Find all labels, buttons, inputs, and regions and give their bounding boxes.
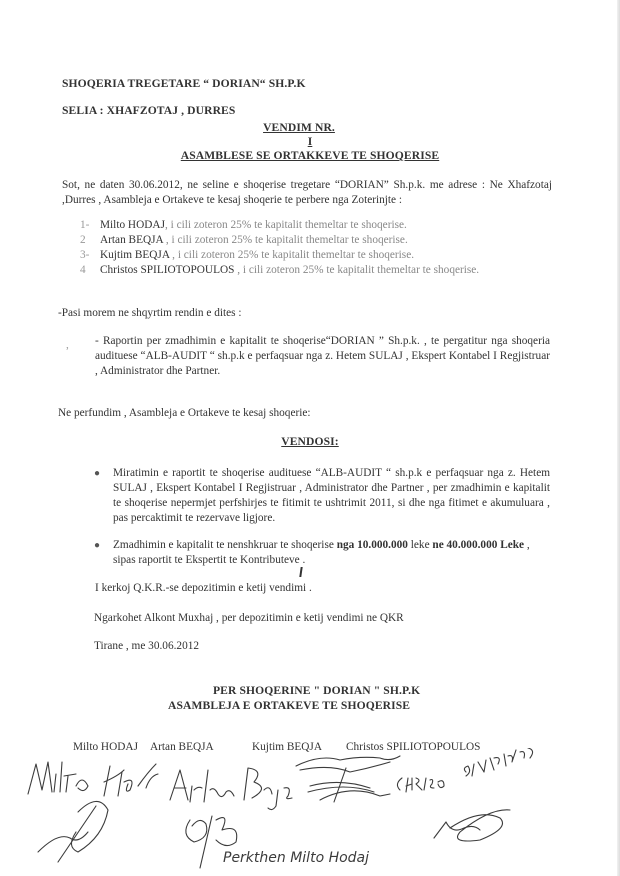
decision-amount-from: nga 10.000.000 bbox=[336, 539, 408, 551]
translator-note: Perkthen Milto Hodaj bbox=[223, 850, 370, 866]
decision-amount-to: ne 40.000.000 Leke bbox=[432, 539, 525, 551]
decision-number bbox=[0, 135, 620, 148]
partner-name: Milto HODAJ bbox=[100, 219, 165, 231]
signatory-name: Kujtim BEQJA bbox=[252, 741, 322, 753]
partner-share: , i cili zoteron 25% te kapitalit themeltar te shoqerise. bbox=[164, 219, 407, 231]
assigned-line: Ngarkohet Alkont Muxhaj , per depozitimin e ketij vendimi ne QKR bbox=[94, 612, 404, 624]
decision-text bbox=[113, 538, 550, 568]
signature-christos-spiliotopoulos bbox=[390, 748, 570, 848]
assembly-title-text: ASAMBLESE SE ORTAKKEVE TE SHOQERISE bbox=[180, 149, 440, 162]
request-line: I kerkoj Q.K.R.-se depozitimin e ketij vendimi . bbox=[95, 582, 312, 594]
decision-number-value: I bbox=[307, 135, 313, 148]
partner-name: Christos SPILIOTOPOULOS bbox=[100, 264, 235, 276]
conclusion-line: Ne perfundim , Asambleja e Ortakeve te kesaj shoqerie: bbox=[58, 407, 311, 419]
agenda-item: - Raportin per zmadhimin e kapitalit te shoqerise“DORIAN ” Sh.p.k. , te pergatitur nga shoqeria audituese “ALB-AUDIT “ sh.p.k e perfaqsuar nga z. Hetem SULAJ , Ekspert Kontabel I Regjistruar , Administrator dhe Partner. bbox=[95, 335, 550, 377]
intro-paragraph: Sot, ne daten 30.06.2012, ne seline e shoqerise tregetare “DORIAN” Sh.p.k. me adrese : Ne Xhafzotaj ,Durres , Asambleja e Ortakeve te kesaj shoqerie te perbere nga Zoterinjte : bbox=[62, 179, 552, 206]
partners-list bbox=[80, 218, 479, 278]
decision-text-part: Zmadhimin e kapitalit te nenshkruar te shoqerise bbox=[113, 539, 337, 551]
decision-text-part: , sipas raportit te Ekspertit te Kontributeve . bbox=[113, 539, 530, 566]
decision-item bbox=[95, 538, 550, 568]
signature-milto-hodaj bbox=[18, 752, 168, 867]
company-name: SHOQERIA TREGETARE “ DORIAN“ SH.P.K bbox=[62, 77, 306, 90]
assembly-title bbox=[0, 149, 620, 162]
partner-name: Artan BEQJA bbox=[100, 234, 164, 246]
decided-heading bbox=[0, 435, 620, 448]
footer-assembly: ASAMBLEJA E ORTAKEVE TE SHOQERISE bbox=[168, 699, 411, 712]
partner-item bbox=[80, 233, 479, 248]
place-date: Tirane , me 30.06.2012 bbox=[94, 640, 200, 652]
scan-mark bbox=[299, 567, 302, 577]
partner-number: 1- bbox=[80, 219, 90, 231]
decision-title bbox=[0, 121, 620, 134]
signatory-name: Milto HODAJ bbox=[73, 741, 138, 753]
partner-number: 2 bbox=[80, 234, 86, 246]
company-seat: SELIA : XHAFZOTAJ , DURRES bbox=[62, 104, 236, 117]
agenda-intro: -Pasi morem ne shqyrtim rendin e dites : bbox=[58, 307, 242, 319]
partner-share: , i cili zoteron 25% te kapitalit themeltar te shoqerise. bbox=[163, 234, 408, 246]
decision-text: Miratimin e raportit te shoqerise audituese “ALB-AUDIT “ sh.p.k e perfaqsuar nga z. Hetem SULAJ , Ekspert Kontabel I Regjistruar , Administrator dhe Partner , per zmadhimin e kapitalit te shoqerise nepermjet perfshirjes te fitimit te ushtrimit 2011, si dhe nga fitimet e akumuluara , pas percaktimit te rezervave ligjore. bbox=[113, 467, 550, 524]
decision-item bbox=[95, 466, 550, 526]
partner-name: Kujtim BEQJA bbox=[100, 249, 170, 261]
signatory-name: Christos SPILIOTOPOULOS bbox=[346, 741, 481, 753]
agenda-bullet: , bbox=[66, 339, 69, 351]
decided-heading-text: VENDOSI: bbox=[281, 435, 339, 448]
bullet-icon: ● bbox=[94, 468, 101, 479]
decision-number-label: VENDIM NR. bbox=[263, 121, 335, 134]
partner-share: , i cili zoteron 25% te kapitalit themeltar te shoqerise. bbox=[234, 264, 480, 276]
partner-item bbox=[80, 248, 479, 263]
partner-number: 3- bbox=[80, 249, 90, 261]
partner-item bbox=[80, 218, 479, 233]
signatory-name: Artan BEQJA bbox=[150, 741, 214, 753]
footer-company: PER SHOQERINE " DORIAN " SH.P.K bbox=[213, 684, 421, 697]
partner-share: , i cili zoteron 25% te kapitalit themeltar te shoqerise. bbox=[169, 249, 415, 261]
partner-number: 4 bbox=[80, 264, 86, 276]
partner-item bbox=[80, 263, 479, 278]
bullet-icon: ● bbox=[94, 540, 101, 551]
decision-text-part: leke bbox=[407, 539, 433, 551]
